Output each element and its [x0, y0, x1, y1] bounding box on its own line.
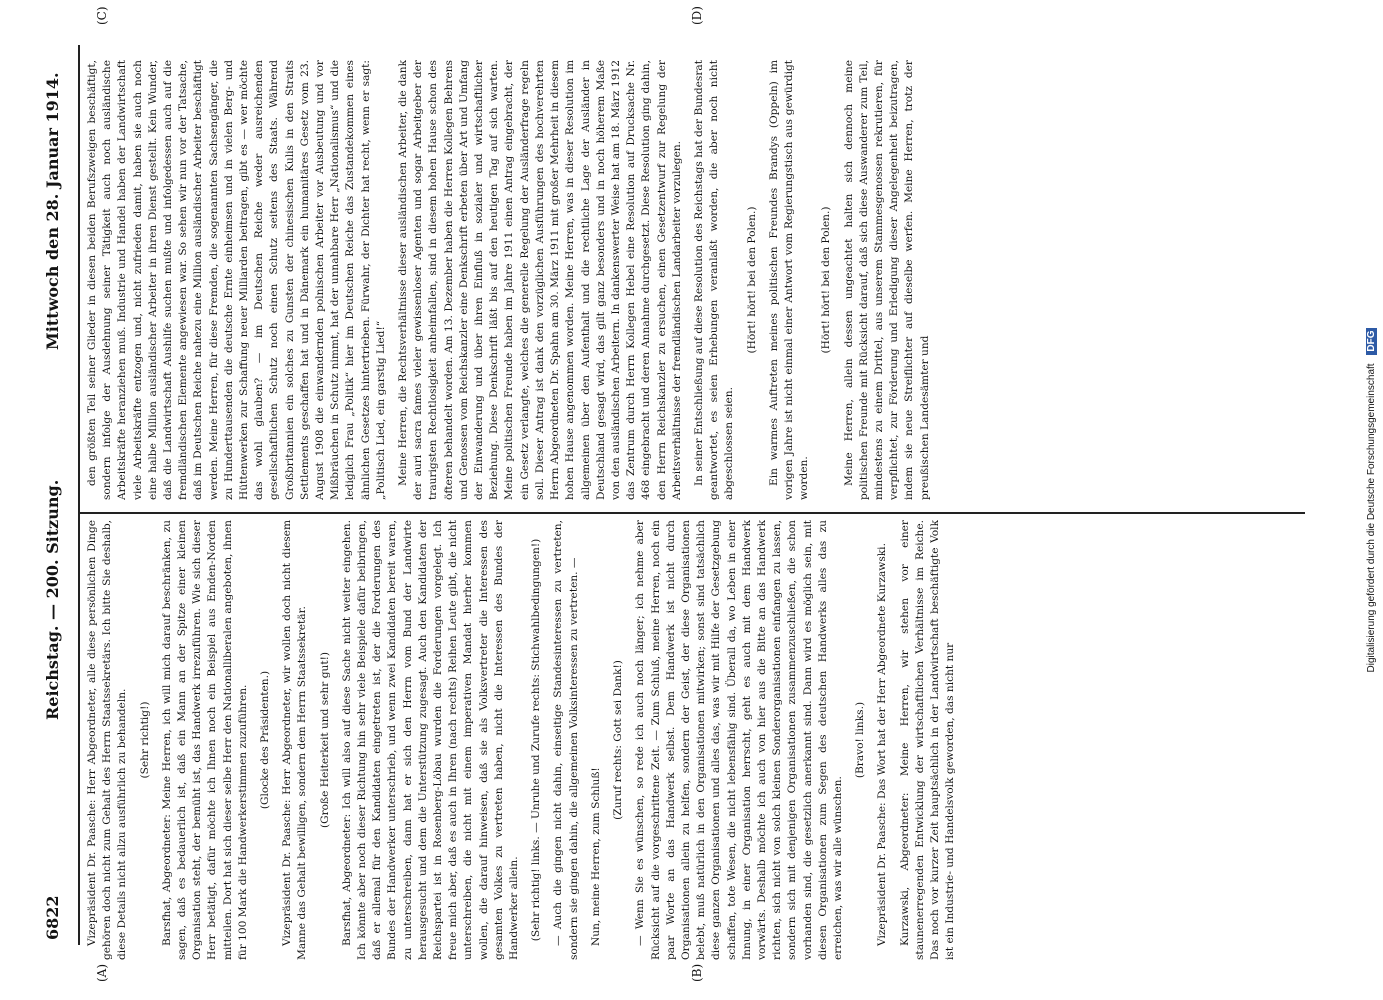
page-number: 6822 [43, 895, 62, 940]
column-divider [80, 512, 1305, 514]
margin-mark-b: (B) [690, 963, 704, 982]
paragraph: (Große Heiterkeit und sehr gut!) [318, 652, 331, 828]
session-title: Reichstag. — 200. Sitzung. [43, 479, 62, 720]
margin-mark-c: (C) [95, 6, 109, 25]
paragraph: Ein warmes Auftreten meines politischen Freundes Brandys (Oppeln) im vorigen Jahre ist nicht einmal einer Antwort vom Regierungstisch aus gewürdigt worden. [767, 60, 811, 500]
paragraph: den größten Teil seiner Glieder in diesen beiden Berufszweigen beschäftigt, sondern infolge der Ausdehnung seiner Tätigkeit auch noch ausländische Arbeitskräfte heranziehen muß. Industrie und Handel haben der Landwirtschaft viele Arbeitskräfte entzogen und, nicht zufrieden damit, haben sie auch noch eine halbe Million ausländischer Arbeiter in ihren Dienst gestellt. Kein Wunder, daß die Landwirtschaft Aushilfe suchen mußte und infolgedessen auch auf die fremdländischen Elemente angewiesen war. So sehen wir nun vor der Tatsache, daß im Deutschen Reiche nahezu eine Million ausländischer Arbeiter beschäftigt werden. Meine Herren, für diese Fremden, die sogenannten Sachsengänger, die zu Hunderttausenden die deutsche Ernte einheimsen und in vielen Berg- und Hüttenwerken zur Schaffung neuer Milliarden beitragen, gibt es — wer möchte das wohl glauben? — im Deutschen Reiche weder ausreichenden gesellschaftlichen Schutz noch einen Schutz seitens des Staats. Während Großbritannien ein solches zu Gunsten der chinesischen Kulis in den Straits Settlements geschaffen hat und in Dänemark ein humanitäres Gesetz vom 23. August 1908 die einwandernden polnischen Arbeiter vor Ausbeutung und vor Mißbräuchen in Schutz nimmt, hat der unnahbare Herr „Nationalismus“ und die lediglich Frau „Politik“ hier im Deutschen Reiche das Zustandekommen eines ähnlichen Gesetzes hintertrieben. Fürwahr, der Dichter hat recht, wenn er sagt: „Politisch Lied, ein garstig Lied!“ [86, 60, 387, 500]
paragraph: Vizepräsident Dr. Paasche: Herr Abgeordneter, wir wollen doch nicht diesem Manne das Gehalt bewilligen, sondern dem Herrn Staatssekretär. [281, 520, 309, 960]
paragraph: Vizepräsident Dr. Paasche: Herr Abgeordneter, alle diese persönlichen Dinge gehören doch nicht zum Gehalt des Herrn Staatssekretärs. Ich bitte Sie deshalb, diese Details nicht allzu ausführlich zu behandeln. [86, 520, 129, 960]
paragraph: Barsfhat, Abgeordneter: Ich will also auf diese Sache nicht weiter eingehen. Ich könnte aber noch dieser Richtung hin sehr viele Beispiele dafür beibringen, daß er allemal für den Kandidaten eingetreten ist, der die Forderungen des Bundes der Handwerker unterschrieb, und wenn zwei Kandidaten bereit waren, zu unterschreiben, dann hat er sich den Herrn vom Bund der Landwirte herausgesucht und dem die Unterstützung zugesagt. Auch den Kandidaten der Reichspartei ist in Rosenberg-Löbau wurden die Forderungen vorgelegt. Ich freue mich aber, daß es auch in Ihren (nach rechts) Reihen Leute gibt, die nicht unterschreiben, die nicht mit einem imperativen Mandat hierher kommen wollen, die darauf hinweisen, daß sie als Volksvertreter die Interessen des gesamten Volkes zu vertreten haben, nicht die Interessen des Bundes der Handwerker allein. [340, 520, 521, 960]
paragraph: Meine Herren, die Rechtsverhältnisse dieser ausländischen Arbeiter, die dank der auri sacra fames vieler gewissenloser Agenten und sogar Arbeitgeber der traurigsten Rechtlosigkeit anheimfallen, sind in diesem hohen Hause schon des öfteren behandelt worden. Am 13. Dezember haben die Herren Kollegen Behrens und Genossen vom Reichskanzler eine Denkschrift erbeten über Art und Umfang der Einwanderung und über ihren Einfluß in sozialer und wirtschaftlicher Beziehung. Diese Denkschrift läßt bis auf den heutigen Tag auf sich warten. Meine politischen Freunde haben im Jahre 1911 einen Antrag eingebracht, der ein Gesetz verlangte, welches die generelle Regelung der Ausländerfrage regeln soll. Dieser Antrag ist dank den vorzüglichen Ausführungen des hochverehrten Herrn Abgeordneten Dr. Spahn am 30. März 1911 mit großer Mehrheit in diesem hohen Hause angenommen worden. Meine Herren, was in dieser Resolution im allgemeinen über den Aufenthalt und die rechtliche Lage der Ausländer in Deutschland gesagt wird, das gilt ganz besonders und in noch höherem Maße von den ausländischen Arbeitern. In dankenswerter Weise hat am 18. März 1912 das Zentrum durch Herrn Kollegen Hebel eine Resolution auf Drucksache Nr. 468 eingebracht und deren Annahme durchgesetzt. Diese Resolution ging dahin, den Herrn Reichskanzler zu ersuchen, einen Gesetzentwurf zur Regelung der Arbeitsverhältnisse der fremdländischen Landarbeiter vorzulegen. [397, 60, 683, 500]
dfg-logo: DFG [1366, 328, 1377, 355]
text-column-right [85, 60, 1300, 500]
paragraph: (Sehr richtig!) [138, 701, 151, 779]
paragraph: (Glocke des Präsidenten.) [259, 670, 272, 810]
paragraph: — Auch die gingen nicht dahin, einseitige Standesinteressen zu vertreten, sondern sie gingen dahin, die allgemeinen Volksinteressen zu vertreten. — [552, 520, 580, 960]
credit-text: Digitalisierung gefördert durch die Deutsche Forschungsgemeinschaft [1366, 363, 1377, 673]
paragraph: (Sehr richtig! links. — Unruhe und Zurufe rechts: Stichwahlbedingungen!) [530, 538, 543, 942]
session-date: Mittwoch den 28. Januar 1914. [43, 72, 62, 350]
paragraph: Vizepräsident Dr. Paasche: Das Wort hat der Herr Abgeordnete Kurzawski. [876, 543, 889, 946]
paragraph: Barsfhat, Abgeordneter: Meine Herren, ich will mich darauf beschränken, zu sagen, daß es bedauerlich ist, daß ein Mann an der Spitze einer kleinen Organisation steht, der bemüht ist, das Handwerk irrezuführen. Wie sich dieser Herr betätigt, dafür möchte ich Ihnen noch ein Beispiel aus Emden-Norden mitteilen. Dort hat sich dieser selbe Herr den Nationalliberalen angeboten, ihnen für 100 Mark die Handwerkerstimmen zuzuführen. [160, 520, 249, 960]
paragraph: In seiner Entschließung auf diese Resolution des Reichstags hat der Bundesrat geantwortet, es seien Erhebungen veranlaßt worden, die aber noch nicht abgeschlossen seien. [692, 60, 736, 500]
paragraph: (Zuruf rechts: Gott sei Dank!) [612, 660, 625, 820]
text-column-left [85, 520, 1300, 960]
paragraph: Kurzawski, Abgeordneter: Meine Herren, wir stehen vor einer staunenerregenden Entwicklung der wirtschaftlichen Verhältnisse im Reiche. Das noch vor kurzer Zeit hauptsächlich in der Landwirtschaft beschäftigte Volk ist ein Industrie- und Handelsvolk geworden, das nicht nur [898, 520, 957, 960]
paragraph: (Hört! hört! bei den Polen.) [820, 206, 833, 354]
paragraph: Meine Herren, allein dessen ungeachtet halten sich dennoch meine politischen Freunde mit Rücksicht darauf, daß sich diese Auswanderer zum Teil, mindestens zu einem Drittel, aus unserem Stammesgenossen rekrutieren, für verpflichtet, zur Förderung und Erledigung dieser Angelegenheit beizutragen, indem sie neue Streiflichter auf dieselbe werfen. Meine Herren, trotz der preußischen Landesämter und [842, 60, 931, 500]
header-rule [78, 45, 80, 945]
digitization-credit [1366, 5, 1380, 995]
paragraph: — Wenn Sie es wünschen, so rede ich auch noch länger; ich nehme aber Rücksicht auf die vorgeschrittene Zeit. — Zum Schluß, meine Herren, noch ein paar Worte an das Handwerk selbst. Dem Handwerk ist nicht durch Organisationen allein zu helfen, sondern der Geist, der diese Organisationen belebt, muß natürlich in den Organisationen mitwirken; sonst sind tatsächlich diese ganzen Organisationen und alles das, was wir mit Hilfe der Gesetzgebung schaffen, tote Wesen, die nicht lebensfähig sind. Überall da, wo Leben in einer Innung, in einer Organisation herrscht, geht es auch mit dem Handwerk vorwärts. Deshalb möchte ich auch von hier aus die Bitte an das Handwerk richten, sich nicht von solch kleinen Sonderorganisationen einfangen zu lassen, sondern sich mit denjenigen Organisationen zusammenzuschließen, die schon vorhanden sind, die gesetzlich anerkannt sind. Dann wird es möglich sein, mit diesen Organisationen zum Segen des deutschen Handwerks alles das zu erreichen, was wir alle wünschen. [634, 520, 844, 960]
paragraph: (Hört! hört! bei den Polen.) [745, 206, 758, 354]
page-header [35, 30, 75, 960]
margin-mark-d: (D) [690, 6, 704, 25]
paragraph: (Bravo! links.) [854, 701, 867, 779]
margin-mark-a: (A) [95, 963, 109, 982]
paragraph: Nun, meine Herren, zum Schluß! [589, 767, 602, 946]
